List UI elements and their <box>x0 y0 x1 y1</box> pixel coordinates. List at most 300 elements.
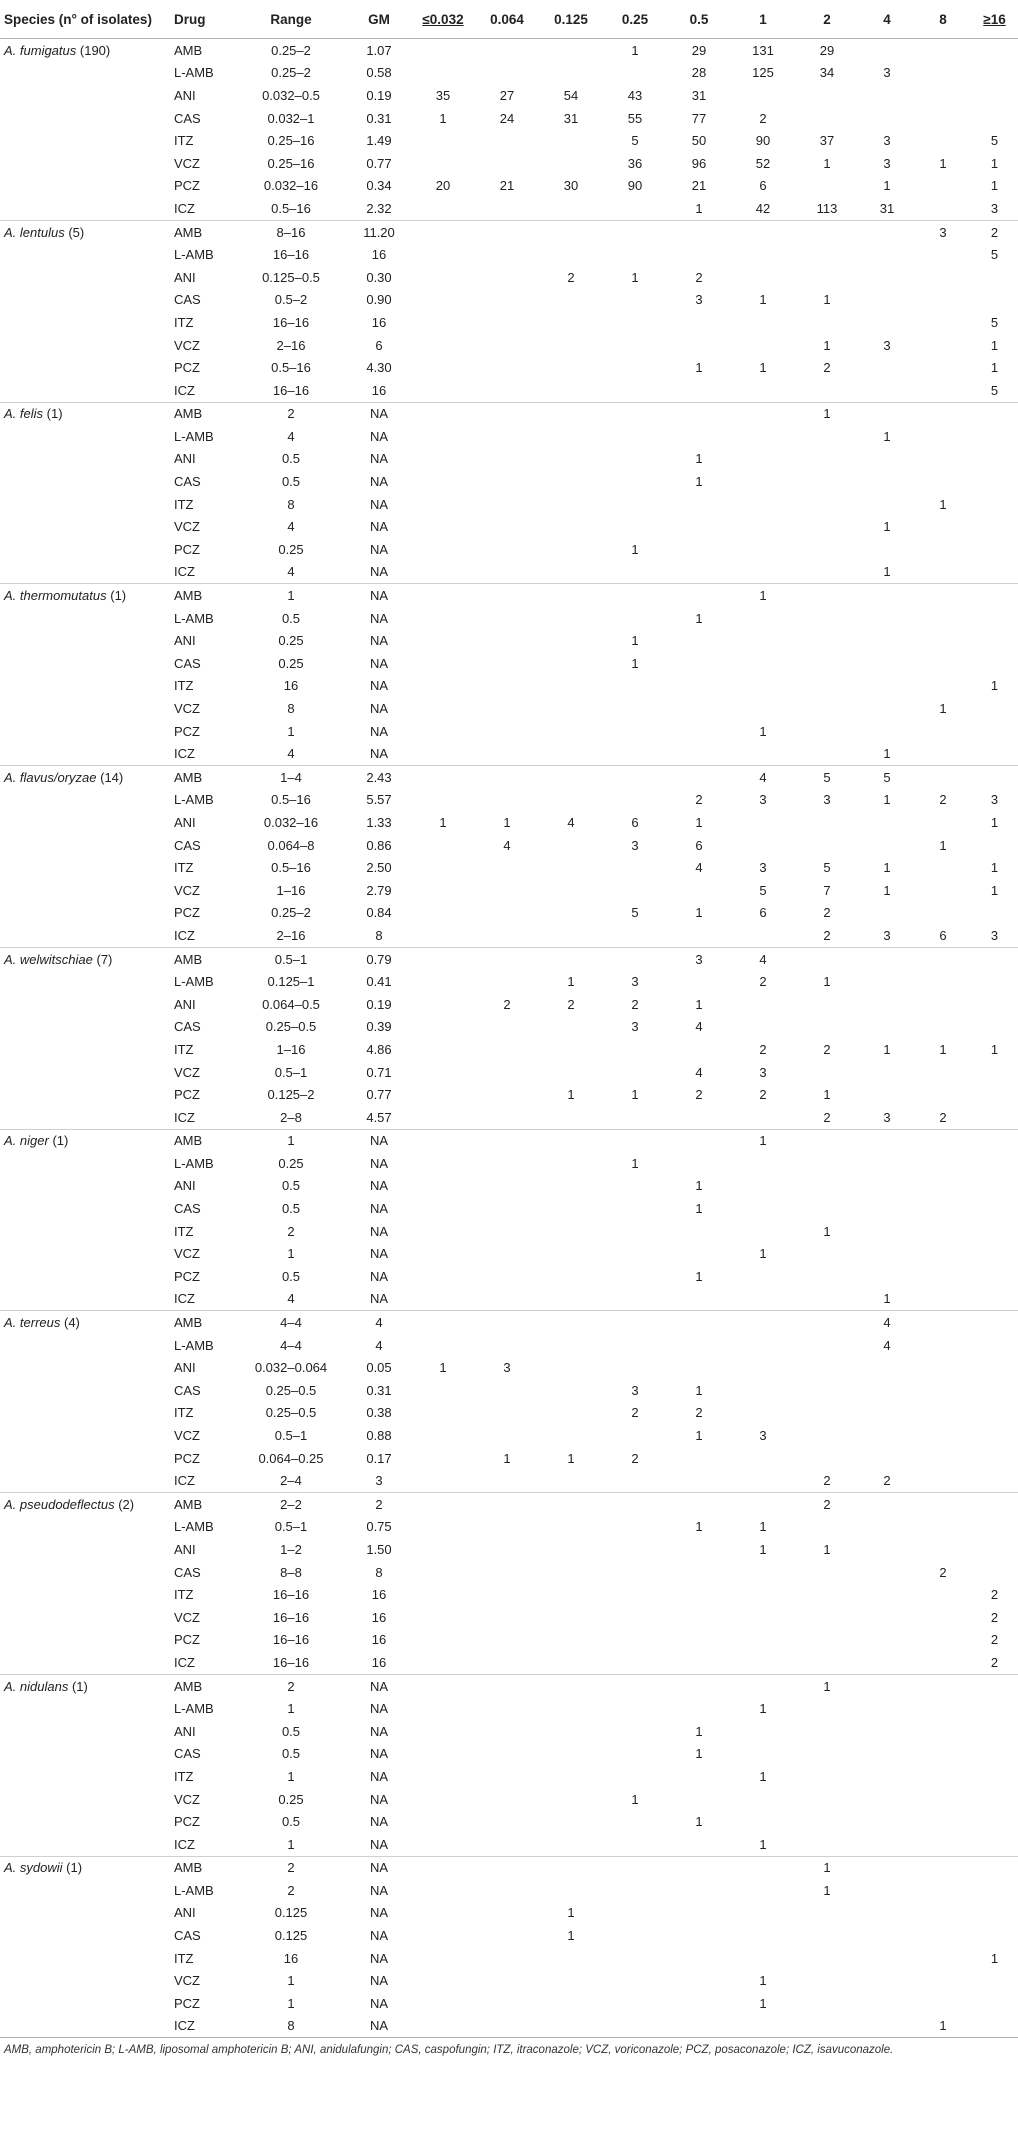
mic-count-cell: 5 <box>990 247 999 263</box>
gm-cell: NA <box>369 1746 389 1762</box>
mic-count-cell <box>539 720 603 743</box>
mic-count-cell <box>603 561 667 584</box>
mic-count-cell: 3 <box>990 792 999 808</box>
mic-count-cell <box>971 720 1018 743</box>
mic-count-cell <box>603 197 667 220</box>
table-row <box>0 652 1018 675</box>
mic-count-cell <box>603 1311 667 1334</box>
mic-count-cell <box>539 1810 603 1833</box>
mic-count-cell <box>667 493 731 516</box>
mic-count-cell: 1 <box>759 360 767 376</box>
mic-count-cell <box>795 1016 859 1039</box>
drug-cell: AMB <box>174 42 203 58</box>
mic-count-cell <box>795 515 859 538</box>
mic-count-cell <box>539 1175 603 1198</box>
table-row <box>0 1334 1018 1357</box>
drug-cell: CAS <box>174 110 201 126</box>
mic-count-cell <box>915 970 971 993</box>
mic-count-cell <box>859 1424 915 1447</box>
range-cell: 0.5 <box>281 1814 301 1830</box>
gm-cell: 8 <box>375 1564 383 1580</box>
mic-count-cell <box>475 1493 539 1516</box>
header-mic-0125: 0.125 <box>539 0 603 39</box>
gm-cell: NA <box>369 1201 389 1217</box>
mic-count-cell <box>795 584 859 607</box>
mic-count-cell <box>859 1651 915 1674</box>
range-cell: 0.5–16 <box>271 792 311 808</box>
mic-count-cell: 4 <box>883 1337 891 1353</box>
species-cell <box>0 289 170 312</box>
table-row <box>0 970 1018 993</box>
header-range: Range <box>235 0 347 39</box>
gm-cell: NA <box>347 1856 411 1879</box>
mic-count-cell <box>915 1969 971 1992</box>
table-row <box>0 84 1018 107</box>
mic-count-cell <box>539 493 603 516</box>
mic-count-cell <box>795 1402 859 1425</box>
mic-count-cell <box>411 789 475 812</box>
mic-count-cell <box>915 879 971 902</box>
gm-cell: NA <box>369 610 389 626</box>
species-cell <box>0 425 170 448</box>
drug-cell: ANI <box>174 87 196 103</box>
mic-count-cell <box>411 1538 475 1561</box>
drug-cell: PCZ <box>174 1995 200 2011</box>
mic-count-cell <box>411 697 475 720</box>
mic-count-cell <box>731 448 795 471</box>
gm-cell: 16 <box>371 1587 387 1603</box>
gm-cell: 4.57 <box>366 1109 392 1125</box>
mic-count-cell <box>539 1016 603 1039</box>
range-cell: 0.5–1 <box>274 1428 308 1444</box>
mic-count-cell <box>795 1902 859 1925</box>
range-cell: 2–8 <box>280 1109 302 1125</box>
mic-count-cell <box>731 1447 795 1470</box>
drug-cell: ICZ <box>174 927 195 943</box>
drug-cell: CAS <box>174 1019 201 1035</box>
mic-count-cell <box>411 1175 475 1198</box>
mic-count-cell: 1 <box>990 678 999 694</box>
mic-count-cell: 5 <box>990 314 999 330</box>
mic-count-cell <box>667 742 731 765</box>
mic-count-cell <box>667 1788 731 1811</box>
mic-count-cell <box>971 1469 1018 1492</box>
mic-count-cell <box>915 1743 971 1766</box>
mic-count-cell: 42 <box>755 200 771 216</box>
mic-count-cell <box>603 311 667 334</box>
mic-count-cell <box>795 607 859 630</box>
mic-count-cell <box>475 379 539 402</box>
gm-cell: 0.77 <box>366 155 392 171</box>
species-cell <box>0 947 170 970</box>
range-cell: 0.5 <box>281 1178 301 1194</box>
mic-count-cell <box>915 197 971 220</box>
header-mic-ge-16-label: ≥16 <box>983 11 1006 27</box>
species-cell <box>0 789 170 812</box>
mic-count-cell <box>915 1311 971 1334</box>
range-cell: 0.5–16 <box>271 860 311 876</box>
gm-cell: NA <box>369 496 389 512</box>
mic-count-cell <box>411 197 475 220</box>
mic-count-cell <box>539 1152 603 1175</box>
mic-count-cell <box>795 947 859 970</box>
mic-count-cell <box>539 1311 603 1334</box>
drug-cell: ICZ <box>174 1473 195 1489</box>
species-cell <box>0 1493 170 1516</box>
mic-count-cell <box>971 1129 1018 1152</box>
mic-count-cell: 2 <box>823 1041 831 1057</box>
mic-count-cell <box>539 856 603 879</box>
mic-count-cell <box>475 1674 539 1697</box>
mic-count-cell: 2 <box>939 792 947 808</box>
mic-count-cell <box>731 1016 795 1039</box>
mic-count-cell <box>539 1197 603 1220</box>
range-cell: 0.5–1 <box>274 1519 308 1535</box>
mic-count-cell <box>475 742 539 765</box>
range-cell: 8–8 <box>280 1564 302 1580</box>
table-row <box>0 266 1018 289</box>
mic-count-cell <box>859 1902 915 1925</box>
mic-count-cell <box>667 1697 731 1720</box>
mic-count-cell <box>915 289 971 312</box>
isolate-count: (2) <box>118 1496 135 1512</box>
range-cell: 1 <box>287 1768 295 1784</box>
mic-count-cell <box>971 1856 1018 1879</box>
table-row <box>0 1447 1018 1470</box>
mic-count-cell <box>915 1175 971 1198</box>
drug-cell: PCZ <box>174 1632 200 1648</box>
mic-count-cell <box>475 1765 539 1788</box>
mic-count-cell <box>795 1424 859 1447</box>
mic-count-cell <box>971 561 1018 584</box>
species-name: A. welwitschiae <box>4 951 93 967</box>
mic-count-cell <box>411 425 475 448</box>
mic-count-cell <box>795 1288 859 1311</box>
range-cell: 0.5–2 <box>274 292 308 308</box>
drug-cell: ICZ <box>174 382 195 398</box>
mic-count-cell <box>475 766 539 789</box>
table-row <box>0 1561 1018 1584</box>
range-cell: 16–16 <box>272 1654 310 1670</box>
mic-count-cell <box>603 1516 667 1539</box>
drug-cell: CAS <box>174 655 201 671</box>
species-cell <box>0 448 170 471</box>
mic-count-cell <box>971 947 1018 970</box>
species-cell <box>0 1516 170 1539</box>
species-cell <box>0 356 170 379</box>
mic-count-cell <box>731 561 795 584</box>
mic-count-cell <box>667 1833 731 1856</box>
mic-count-cell <box>859 1674 915 1697</box>
drug-cell: ITZ <box>174 1950 194 1966</box>
table-row <box>0 402 1018 425</box>
mic-count-cell <box>859 379 915 402</box>
mic-count-cell <box>795 1924 859 1947</box>
mic-count-cell <box>475 1106 539 1129</box>
gm-cell: NA <box>369 1882 389 1898</box>
mic-count-cell: 1 <box>823 1882 831 1898</box>
mic-count-cell <box>859 1833 915 1856</box>
mic-count-cell <box>795 1743 859 1766</box>
table-row <box>0 1469 1018 1492</box>
mic-count-cell <box>859 834 915 857</box>
mic-count-cell <box>859 220 915 243</box>
mic-count-cell: 2 <box>631 1450 639 1466</box>
mic-count-cell <box>603 1493 667 1516</box>
mic-count-cell <box>667 334 731 357</box>
mic-count-cell <box>475 266 539 289</box>
gm-cell: NA <box>369 1155 389 1171</box>
drug-cell: L-AMB <box>174 974 214 990</box>
mic-count-cell <box>915 1720 971 1743</box>
mic-count-cell <box>539 1561 603 1584</box>
mic-count-cell <box>539 1856 603 1879</box>
mic-count-cell: 35 <box>435 87 451 103</box>
mic-count-cell <box>795 720 859 743</box>
mic-count-cell <box>603 2015 667 2038</box>
mic-count-cell <box>915 1424 971 1447</box>
range-cell: 0.032–16 <box>263 178 319 194</box>
species-cell <box>0 1175 170 1198</box>
table-row <box>0 1788 1018 1811</box>
species-cell <box>0 856 170 879</box>
mic-count-cell: 2 <box>567 269 575 285</box>
mic-count-cell <box>795 697 859 720</box>
mic-count-cell <box>539 1356 603 1379</box>
range-cell: 0.5 <box>281 1268 301 1284</box>
mic-count-cell <box>731 1265 795 1288</box>
mic-count-cell <box>539 311 603 334</box>
gm-cell: 0.88 <box>366 1428 392 1444</box>
mic-count-cell <box>971 1924 1018 1947</box>
mic-count-cell <box>971 1402 1018 1425</box>
mic-count-cell <box>411 356 475 379</box>
mic-count-cell: 1 <box>823 1223 831 1239</box>
drug-cell: ICZ <box>174 564 195 580</box>
table-row <box>0 425 1018 448</box>
mic-count-cell <box>667 515 731 538</box>
mic-count-cell <box>603 879 667 902</box>
mic-count-cell <box>603 1288 667 1311</box>
mic-count-cell <box>731 311 795 334</box>
species-cell <box>0 515 170 538</box>
mic-count-cell <box>971 1810 1018 1833</box>
isolate-count: (4) <box>63 1315 80 1331</box>
mic-count-cell <box>795 379 859 402</box>
mic-count-cell: 1 <box>990 882 999 898</box>
mic-count-cell <box>859 1175 915 1198</box>
mic-count-cell: 1 <box>631 633 639 649</box>
mic-count-cell <box>971 1788 1018 1811</box>
range-cell: 2–16 <box>276 337 306 353</box>
species-name: A. terreus <box>4 1315 61 1331</box>
mic-count-cell: 1 <box>759 1541 767 1557</box>
mic-count-cell <box>603 1606 667 1629</box>
range-cell: 1–4 <box>235 766 347 789</box>
species-cell <box>0 629 170 652</box>
mic-count-cell <box>603 1265 667 1288</box>
mic-count-cell <box>971 1516 1018 1539</box>
mic-count-cell: 3 <box>759 792 767 808</box>
mic-count-cell: 4 <box>503 837 511 853</box>
mic-count-cell <box>539 1265 603 1288</box>
range-cell: 0.5 <box>281 1723 301 1739</box>
mic-count-cell <box>915 470 971 493</box>
table-footnote: AMB, amphotericin B; L-AMB, liposomal amphotericin B; ANI, anidulafungin; CAS, caspofungin; ITZ, itraconazole; VCZ, voriconazole; PCZ, posaconazole; ICZ, isavuconazole. <box>4 2044 894 2057</box>
range-cell: 0.125–2 <box>267 1087 315 1103</box>
mic-count-cell <box>915 607 971 630</box>
range-cell: 0.25–2 <box>271 905 311 921</box>
table-row <box>0 720 1018 743</box>
mic-count-cell: 1 <box>695 1519 703 1535</box>
mic-count-cell <box>411 607 475 630</box>
table-row <box>0 379 1018 402</box>
mic-count-cell <box>603 1129 667 1152</box>
table-row <box>0 1083 1018 1106</box>
mic-count-cell <box>859 1856 915 1879</box>
mic-count-cell <box>411 1424 475 1447</box>
mic-count-cell <box>795 493 859 516</box>
gm-cell: 0.38 <box>366 1405 392 1421</box>
mic-count-cell: 1 <box>503 1450 511 1466</box>
mic-count-cell <box>859 266 915 289</box>
mic-count-cell <box>915 1538 971 1561</box>
mic-count-cell: 2 <box>631 996 639 1012</box>
mic-count-cell <box>731 515 795 538</box>
species-cell <box>0 220 170 243</box>
drug-cell: VCZ <box>174 1973 200 1989</box>
mic-count-cell <box>539 789 603 812</box>
mic-count-cell <box>859 1810 915 1833</box>
mic-count-cell <box>971 515 1018 538</box>
mic-count-cell: 1 <box>567 1928 575 1944</box>
mic-count-cell <box>475 789 539 812</box>
table-row <box>0 448 1018 471</box>
gm-cell: NA <box>369 519 389 535</box>
drug-cell: AMB <box>170 1856 235 1879</box>
mic-count-cell: 2 <box>795 1493 859 1516</box>
species-cell <box>0 1629 170 1652</box>
mic-count-cell <box>539 902 603 925</box>
mic-count-cell: 3 <box>990 200 999 216</box>
table-row <box>0 561 1018 584</box>
mic-count-cell <box>475 947 539 970</box>
range-cell: 2–16 <box>276 927 306 943</box>
mic-count-cell: 2 <box>631 1405 639 1421</box>
mic-count-cell <box>795 561 859 584</box>
mic-count-cell <box>731 1152 795 1175</box>
drug-cell: L-AMB <box>174 1337 214 1353</box>
mic-count-cell <box>539 220 603 243</box>
mic-count-cell: 4 <box>731 766 795 789</box>
drug-cell: PCZ <box>174 1814 200 1830</box>
mic-count-cell <box>411 266 475 289</box>
mic-count-cell <box>731 2015 795 2038</box>
mic-count-cell: 4 <box>695 860 703 876</box>
mic-count-cell <box>539 62 603 85</box>
mic-count-cell <box>539 1674 603 1697</box>
mic-count-cell <box>475 924 539 947</box>
drug-cell: PCZ <box>174 178 200 194</box>
gm-cell: NA <box>347 402 411 425</box>
table-row <box>0 675 1018 698</box>
mic-count-cell: 1 <box>695 610 703 626</box>
mic-count-cell <box>411 924 475 947</box>
drug-cell: AMB <box>170 402 235 425</box>
mic-count-cell <box>859 107 915 130</box>
mic-count-cell <box>971 629 1018 652</box>
mic-count-cell <box>475 1810 539 1833</box>
mic-count-cell <box>667 1242 731 1265</box>
mic-count-cell: 30 <box>563 178 579 194</box>
species-cell <box>0 1038 170 1061</box>
mic-count-cell <box>731 1356 795 1379</box>
mic-count-cell <box>667 1288 731 1311</box>
mic-count-cell <box>915 902 971 925</box>
mic-count-cell <box>859 811 915 834</box>
species-cell <box>0 970 170 993</box>
mic-count-cell: 3 <box>883 155 891 171</box>
mic-count-cell: 6 <box>631 814 639 830</box>
range-cell: 16 <box>283 678 299 694</box>
mic-count-cell <box>603 470 667 493</box>
mic-count-cell <box>859 311 915 334</box>
mic-count-cell <box>603 1674 667 1697</box>
drug-cell: CAS <box>174 474 201 490</box>
mic-count-cell <box>411 856 475 879</box>
mic-count-cell <box>859 607 915 630</box>
mic-count-cell <box>475 197 539 220</box>
mic-count-cell <box>603 62 667 85</box>
drug-cell: ITZ <box>174 314 194 330</box>
mic-count-cell: 1 <box>915 2015 971 2038</box>
mic-count-cell <box>795 1379 859 1402</box>
table-row <box>0 1152 1018 1175</box>
range-cell: 0.25–2 <box>271 42 311 58</box>
gm-cell: NA <box>369 1928 389 1944</box>
mic-count-cell <box>475 1720 539 1743</box>
mic-count-cell <box>971 1765 1018 1788</box>
mic-count-cell <box>475 538 539 561</box>
species-cell <box>0 1947 170 1970</box>
mic-count-cell <box>475 425 539 448</box>
mic-count-cell <box>915 1583 971 1606</box>
species-name: A. felis <box>4 406 44 422</box>
mic-count-cell: 1 <box>823 155 831 171</box>
mic-count-cell <box>667 1651 731 1674</box>
species-cell <box>0 879 170 902</box>
mic-count-cell <box>603 1561 667 1584</box>
drug-cell: AMB <box>170 1311 235 1334</box>
mic-count-cell <box>411 1402 475 1425</box>
mic-count-cell <box>411 1220 475 1243</box>
mic-count-cell <box>915 1697 971 1720</box>
range-cell: 2 <box>235 402 347 425</box>
species-cell <box>0 1288 170 1311</box>
range-cell: 4 <box>287 519 295 535</box>
range-cell: 4 <box>287 564 295 580</box>
mic-count-cell: 1 <box>759 1973 767 1989</box>
mic-count-cell: 4 <box>567 814 575 830</box>
mic-count-cell <box>859 448 915 471</box>
mic-count-cell <box>731 1674 795 1697</box>
table-row <box>0 902 1018 925</box>
mic-count-cell: 2 <box>823 1473 831 1489</box>
mic-count-cell <box>859 1697 915 1720</box>
mic-count-cell <box>539 561 603 584</box>
mic-count-cell: 1 <box>883 882 891 898</box>
species-cell <box>0 1674 170 1697</box>
